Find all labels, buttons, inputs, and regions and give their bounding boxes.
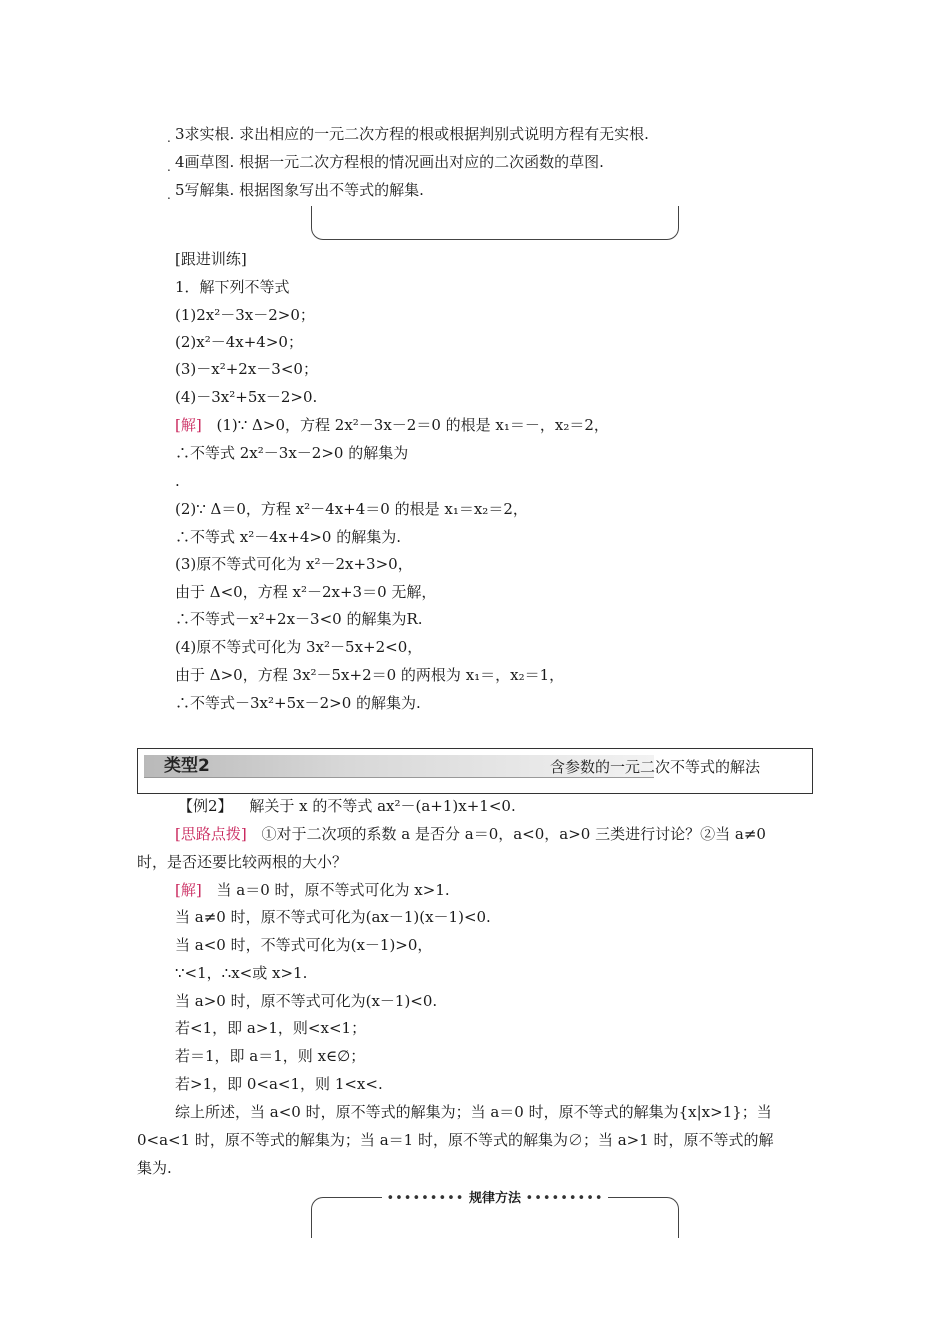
- example-solution-line-6: 若<1，即 a>1，则<x<1；: [175, 1019, 367, 1037]
- practice-solution-line-5: ∴不等式 x²－4x+4>0 的解集为.: [175, 528, 402, 546]
- example-solution-line-2: 当 a≠0 时，原不等式可化为(ax－1)(x－1)<0.: [175, 908, 491, 926]
- summary-line-3: 集为.: [137, 1159, 172, 1177]
- step-3: 3求实根. 求出相应的一元二次方程的根或根据判别式说明方程有无实根.: [175, 125, 649, 143]
- practice-solution-line-7: 由于 Δ<0，方程 x²－2x+3＝0 无解，: [175, 583, 437, 601]
- practice-heading: [跟进训练]: [175, 250, 247, 268]
- solution-tag: [解]: [175, 416, 202, 434]
- method-label-text: 规律方法: [468, 1191, 521, 1206]
- method-label: [312, 1187, 678, 1206]
- bullet-dot: .: [167, 160, 171, 174]
- example-solution-line-4: ∵<1，∴x<或 x>1.: [175, 964, 308, 982]
- bullet-dot: .: [167, 131, 171, 145]
- practice-item-1: (1)2x²－3x－2>0；: [175, 306, 315, 324]
- type-title: 含参数的一元二次不等式的解法: [550, 758, 761, 776]
- practice-problem: 1．解下列不等式: [175, 278, 290, 296]
- solution-tag: [解]: [175, 881, 202, 899]
- hint-tag: [思路点拨]: [175, 825, 247, 843]
- example-statement: 解关于 x 的不等式 ax²－(a+1)x+1<0.: [249, 797, 516, 815]
- step-5: 5写解集. 根据图象写出不等式的解集.: [175, 181, 424, 199]
- practice-item-2: (2)x²－4x+4>0；: [175, 333, 303, 351]
- practice-solution-line-3: .: [175, 472, 180, 490]
- example-solution-line-8: 若>1，即 0<a<1，则 1<x<.: [175, 1075, 383, 1093]
- practice-item-3: (3)－x²+2x－3<0；: [175, 360, 318, 378]
- practice-solution-line-10: 由于 Δ>0，方程 3x²－5x+2＝0 的两根为 x₁＝，x₂＝1，: [175, 666, 565, 684]
- example-solution-line-7: 若＝1，即 a＝1，则 x∈∅；: [175, 1047, 366, 1065]
- example-solution-line-3: 当 a<0 时，不等式可化为(x－1)>0，: [175, 936, 433, 954]
- step-4: 4画草图. 根据一元二次方程根的情况画出对应的二次函数的草图.: [175, 153, 604, 171]
- practice-solution-line-9: (4)原不等式可化为 3x²－5x+2<0，: [175, 638, 423, 656]
- practice-solution-line-1: [解] (1)∵ Δ>0，方程 2x²－3x－2＝0 的根是 x₁＝－，x₂＝2，: [175, 416, 609, 434]
- type-banner: [137, 748, 813, 794]
- practice-solution-line-11: ∴不等式－3x²+5x－2>0 的解集为.: [175, 694, 421, 712]
- practice-solution-line-4: (2)∵ Δ＝0，方程 x²－4x+4＝0 的根是 x₁＝x₂＝2，: [175, 500, 528, 518]
- hint-line-1: [思路点拨] ①对于二次项的系数 a 是否分 a＝0，a<0，a>0 三类进行讨论？②当 a≠0: [175, 825, 766, 843]
- practice-solution-line-2: ∴不等式 2x²－3x－2>0 的解集为: [175, 444, 409, 462]
- summary-box-bottom-edge: [311, 206, 679, 240]
- practice-solution-line-6: (3)原不等式可化为 x²－2x+3>0，: [175, 555, 413, 573]
- type-tag-label: 类型2: [164, 756, 210, 776]
- example-solution-line-5: 当 a>0 时，原不等式可化为(x－1)<0.: [175, 992, 438, 1010]
- hint-line-2: 时，是否还要比较两根的大小？: [137, 853, 348, 871]
- example-solution-line-1: [解] 当 a＝0 时，原不等式可化为 x>1.: [175, 881, 450, 899]
- practice-item-4: (4)－3x²+5x－2>0.: [175, 388, 318, 406]
- example-label: 【例2】: [178, 797, 233, 815]
- summary-line-1: 综上所述，当 a<0 时，原不等式的解集为；当 a＝0 时，原不等式的解集为{x|x>1}；当: [175, 1103, 772, 1121]
- method-box: [311, 1191, 679, 1238]
- dots-decoration-right: •••••••••: [525, 1191, 604, 1206]
- example-2-line: [178, 796, 516, 816]
- dots-decoration-left: •••••••••: [386, 1191, 465, 1206]
- bullet-dot: .: [167, 188, 171, 202]
- summary-line-2: 0<a<1 时，原不等式的解集为；当 a＝1 时，原不等式的解集为∅；当 a>1 时，原不等式的解: [137, 1131, 774, 1149]
- practice-solution-line-8: ∴不等式－x²+2x－3<0 的解集为R.: [175, 610, 423, 628]
